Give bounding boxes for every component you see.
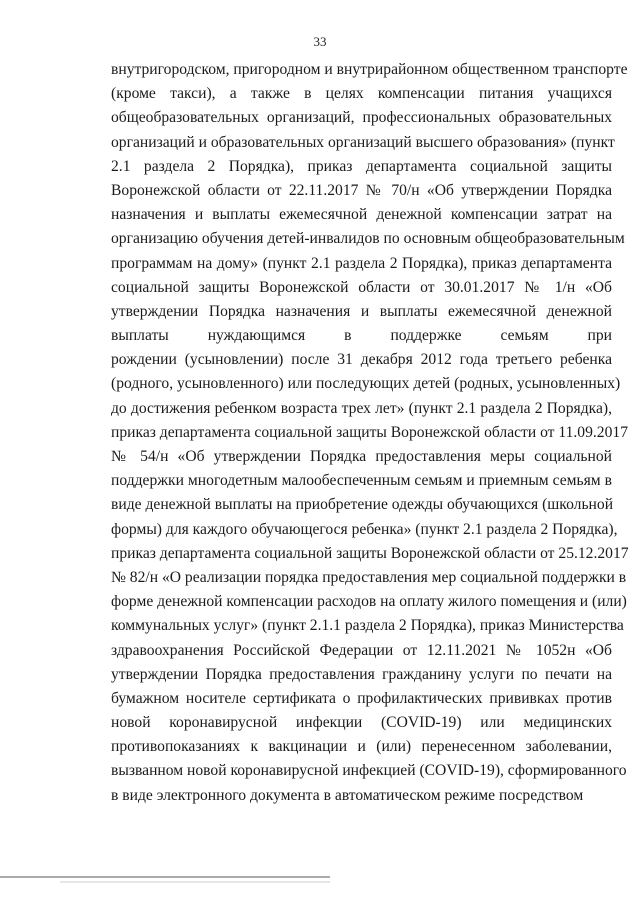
text-line: формы) для каждого обучающегося ребенка» (пункт 2.1 раздела 2 Порядка), (111, 520, 618, 538)
body-text (111, 58, 629, 808)
text-line: здравоохранения Российской Федерации от 12.11.2021 № 1052н «Об (111, 641, 612, 659)
text-line: виде денежной выплаты на приобретение одежды обучающихся (школьной (111, 496, 614, 514)
text-line: утверждении Порядка назначения и выплаты ежемесячной денежной (111, 302, 612, 320)
text-line: № 54/н «Об утверждении Порядка предоставления меры социальной (111, 448, 612, 465)
page-number: 33 (313, 34, 327, 49)
text-line: № 82/н «О реализации порядка предоставления мер социальной поддержки в (111, 568, 627, 586)
text-line: в виде электронного документа в автоматическом режиме посредством (111, 786, 584, 804)
text-line: форме денежной компенсации расходов на оплату жилого помещения и (или) (111, 593, 627, 611)
text-line: внутригородском, пригородном и внутрирайонном общественном транспорте (111, 61, 628, 78)
text-line: новой коронавирусной инфекции (COVID-19) или медицинских (111, 714, 612, 732)
text-line: выплаты нуждающимся в поддержке семьям при (111, 327, 612, 345)
text-line: бумажном носителе сертификата о профилактических прививках против (111, 689, 612, 707)
text-line: социальной защиты Воронежской области от 30.01.2017 № 1/н «Об (111, 278, 612, 296)
text-line: Воронежской области от 22.11.2017 № 70/н «Об утверждении Порядка (111, 181, 612, 199)
text-line: утверждении Порядка предоставления гражданину услуги по печати на (111, 665, 612, 683)
text-line: организацию обучения детей-инвалидов по основным общеобразовательным (111, 230, 625, 248)
text-line: до достижения ребенком возраста трех лет» (пункт 2.1 раздела 2 Порядка), (111, 399, 612, 417)
text-line: приказ департамента социальной защиты Воронежской области от 25.12.2017 (111, 544, 629, 562)
footer-rule (0, 873, 640, 887)
text-line: 2.1 раздела 2 Порядка), приказ департамента социальной защиты (111, 157, 612, 175)
text-line: поддержки многодетным малообеспеченным семьям и приемным семьям в (111, 472, 612, 490)
text-line: общеобразовательных организаций, профессиональных образовательных (111, 109, 612, 127)
text-line: (родного, усыновленного) или последующих детей (родных, усыновленных) (111, 375, 621, 393)
text-line: назначения и выплаты ежемесячной денежной компенсации затрат на (111, 206, 612, 224)
text-line: рождении (усыновлении) после 31 декабря 2012 года третьего ребенка (111, 351, 612, 369)
text-line: организаций и образовательных организаций высшего образования» (пункт (111, 133, 615, 151)
text-line: противопоказаниях к вакцинации и (или) перенесенном заболевании, (111, 738, 612, 756)
text-line: коммунальных услуг» (пункт 2.1.1 раздела 2 Порядка), приказ Министерства (111, 617, 624, 635)
text-line: приказ департамента социальной защиты Воронежской области от 11.09.2017 (111, 423, 628, 441)
text-line: программам на дому» (пункт 2.1 раздела 2 Порядка), приказ департамента (111, 254, 612, 272)
text-line: вызванном новой коронавирусной инфекцией (COVID-19), сформированного (111, 762, 627, 780)
text-line: (кроме такси), а также в целях компенсации питания учащихся (111, 85, 612, 103)
